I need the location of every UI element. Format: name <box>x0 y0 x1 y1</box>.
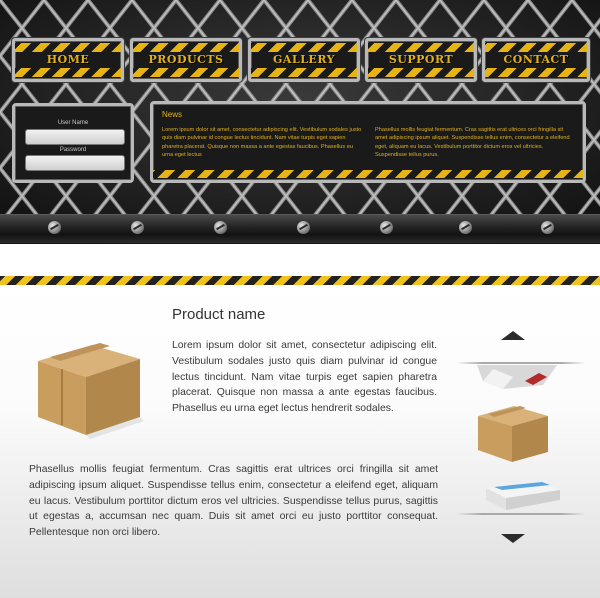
section-divider <box>0 244 600 275</box>
hazard-stripe <box>251 43 357 52</box>
login-panel <box>12 103 134 183</box>
news-title: News <box>162 110 183 119</box>
bolt-icon <box>214 221 227 234</box>
bolt-icon <box>131 221 144 234</box>
bolt-icon <box>541 221 554 234</box>
product-thumbnail-bottom[interactable] <box>480 478 564 512</box>
product-thumbnail-top[interactable] <box>473 363 561 393</box>
bolt-icon <box>459 221 472 234</box>
nav-products-button[interactable] <box>130 38 242 82</box>
nav-support-button[interactable] <box>365 38 477 82</box>
username-field[interactable] <box>25 129 125 145</box>
hazard-tape <box>0 276 600 285</box>
username-label: User Name <box>57 120 89 126</box>
nav-label: HOME <box>46 53 90 66</box>
hazard-stripe <box>153 170 583 178</box>
site-header <box>0 0 600 245</box>
carousel-slot <box>456 513 586 515</box>
product-description: Lorem ipsum dolor sit amet, consectetur adipiscing elit. Vestibulum sodales justo quis diam pulvinar id congue lectus tincidunt. Nam vitae turpis eget sapien pharetra placerat. Quisque non massa a ante egestas faucibus. Phasellus eu urna eget lectus hendrerit sodales. <box>172 340 437 415</box>
password-field[interactable] <box>25 155 125 171</box>
news-column-right: Phasellus mollis feugiat fermentum. Cras sagittis erat ultrices orci fringilla sit amet adipiscing ipsum aliquet. Suspendisse tellus enim, consectetur a eleifend eget, aliquam eu lacus. Vestibulum porttitor dictum eros vel ultricies. Suspendisse tellus purus. <box>375 127 570 159</box>
nav-contact-button[interactable] <box>482 38 590 82</box>
bolt-icon <box>297 221 310 234</box>
nav-gallery-button[interactable] <box>248 38 360 82</box>
nav-label: SUPPORT <box>388 53 454 66</box>
hazard-stripe <box>368 68 474 77</box>
hazard-stripe <box>15 68 121 77</box>
hazard-stripe <box>133 68 239 77</box>
product-title: Product name <box>172 306 266 323</box>
nav-home-button[interactable] <box>12 38 124 82</box>
hazard-stripe <box>133 43 239 52</box>
down-arrow-icon[interactable] <box>501 534 525 543</box>
hazard-stripe <box>485 43 587 52</box>
hazard-stripe <box>485 68 587 77</box>
hazard-stripe <box>15 43 121 52</box>
up-arrow-icon[interactable] <box>501 331 525 340</box>
hazard-stripe <box>368 43 474 52</box>
news-panel <box>150 101 586 183</box>
product-details: Phasellus mollis feugiat fermentum. Cras sagittis erat ultrices orci fringilla sit amet adipiscing ipsum aliquet. Suspendisse tellus enim, consectetur a eleifend eget, aliquam eu lacus. Vestibulum porttitor dictum eros vel ultricies. Suspendisse tellus purus, sagittis ut egestas a, accumsan nec quam. Duis sit amet orci eu justo porttitor consequat. Pellentesque non orci libero. <box>29 464 438 539</box>
cardboard-box-icon <box>30 331 152 443</box>
bolt-icon <box>48 221 61 234</box>
bolt-icon <box>380 221 393 234</box>
news-column-left: Lorem ipsum dolor sit amet, consectetur adipiscing elit. Vestibulum sodales justo quis diam pulvinar id congue lectus tincidunt. Nam vitae turpis eget sapien pharetra placerat. Quisque non massa a ante egestas faucibus. Phasellus eu urna eget lectus <box>162 127 362 159</box>
nav-label: GALLERY <box>273 53 335 66</box>
hazard-stripe <box>251 68 357 77</box>
nav-label: PRODUCTS <box>148 53 224 66</box>
nav-label: CONTACT <box>503 53 569 66</box>
cardboard-box-icon[interactable] <box>474 398 552 466</box>
password-label: Password <box>59 147 87 153</box>
